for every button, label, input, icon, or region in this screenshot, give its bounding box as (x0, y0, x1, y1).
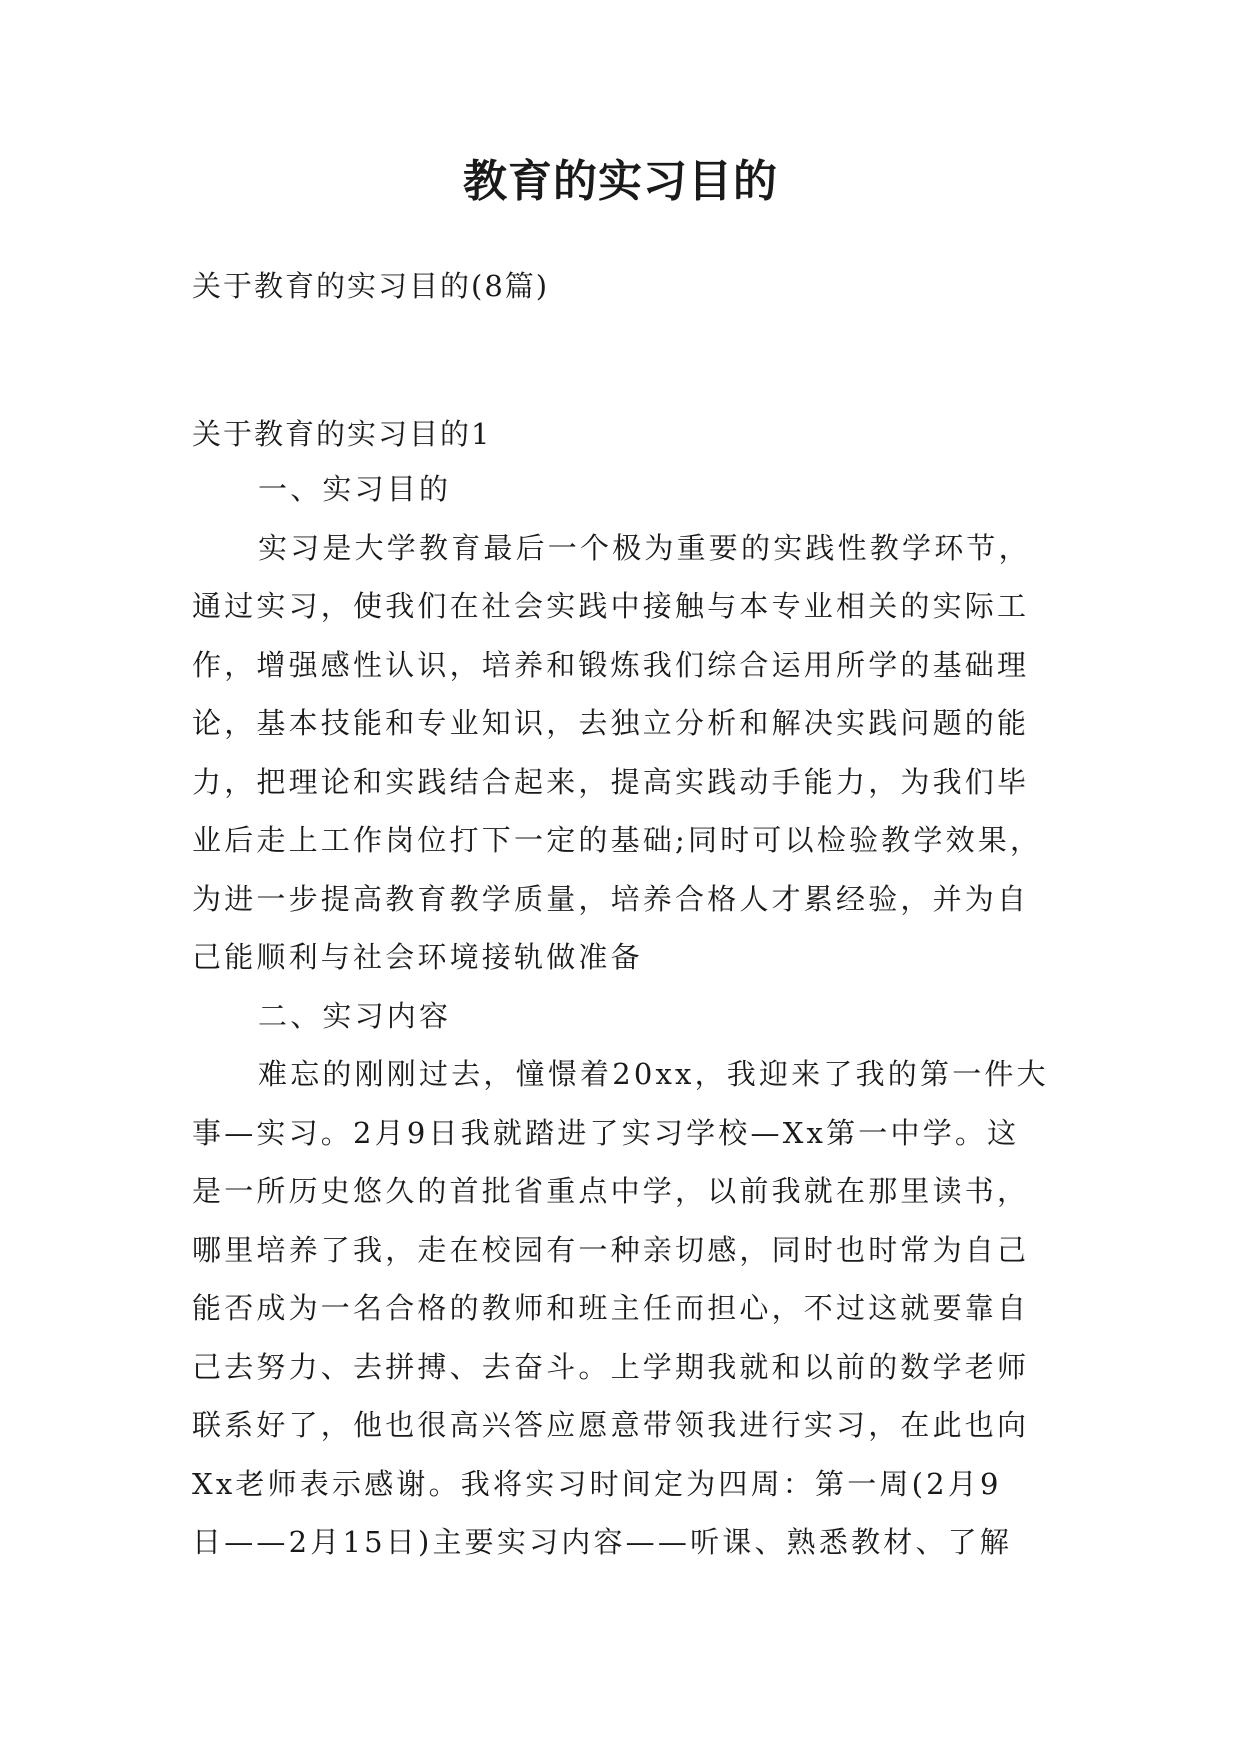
body-line: 能否成为一名合格的教师和班主任而担心，不过这就要靠自 (192, 1291, 1030, 1325)
section-heading: 关于教育的实习目的1 (192, 417, 492, 451)
document-title: 教育的实习目的 (463, 156, 778, 207)
body-line: 事—实习。2月9日我就踏进了实习学校—Xx第一中学。这 (192, 1115, 1020, 1150)
document-subtitle: 关于教育的实习目的(8篇) (192, 269, 550, 303)
body-line: 作，增强感性认识，培养和锻炼我们综合运用所学的基础理 (192, 647, 1030, 682)
body-line: 实习是大学教育最后一个极为重要的实践性教学环节， (258, 530, 1031, 565)
body-line: 哪里培养了我，走在校园有一种亲切感，同时也时常为自己 (192, 1232, 1030, 1267)
body-line: 联系好了，他也很高兴答应愿意带领我进行实习，在此也向 (192, 1408, 1030, 1442)
body-line: 一、实习目的 (258, 472, 452, 506)
body-text (192, 460, 1057, 1572)
body-line: 论，基本技能和专业知识，去独立分析和解决实践问题的能 (192, 706, 1030, 740)
body-line: 二、实习内容 (258, 998, 452, 1033)
body-line: 力，把理论和实践结合起来，提高实践动手能力，为我们毕 (192, 764, 1030, 799)
body-line: 业后走上工作岗位打下一定的基础;同时可以检验教学效果， (192, 823, 1043, 857)
body-line: 难忘的刚刚过去，憧憬着20xx，我迎来了我的第一件大 (258, 1057, 1049, 1091)
body-line: Xx老师表示感谢。我将实习时间定为四周：第一周(2月9 (192, 1466, 1002, 1501)
body-line: 通过实习，使我们在社会实践中接触与本专业相关的实际工 (192, 589, 1030, 623)
body-line: 是一所历史悠久的首批省重点中学，以前我就在那里读书， (192, 1174, 1030, 1208)
body-line: 己能顺利与社会环境接轨做准备 (192, 940, 643, 974)
body-line: 为进一步提高教育教学质量，培养合格人才累经验，并为自 (192, 881, 1030, 916)
body-line: 己去努力、去拼搏、去奋斗。上学期我就和以前的数学老师 (192, 1349, 1030, 1384)
body-line: 日——2月15日)主要实习内容——听课、熟悉教材、了解 (192, 1525, 1013, 1559)
